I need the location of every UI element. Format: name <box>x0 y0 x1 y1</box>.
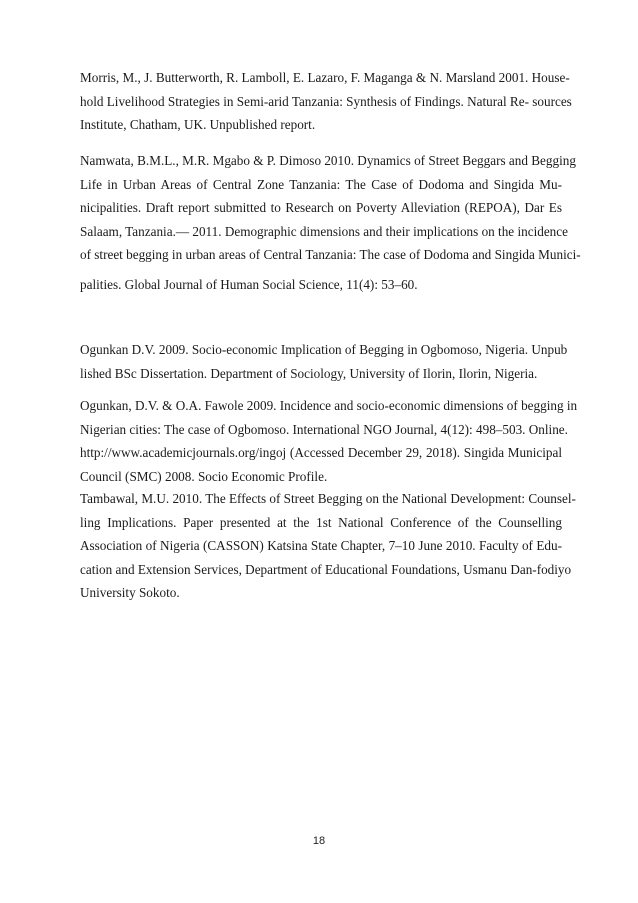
page-number: 18 <box>312 835 326 847</box>
reference-line: ling Implications. Paper presented at the 1st National Conference of the Counselling <box>80 514 562 530</box>
reference-tambawal <box>80 487 576 605</box>
reference-line: Salaam, Tanzania.— 2011. Demographic dimensions and their implications on the incidence <box>80 223 568 239</box>
reference-line: of street begging in urban areas of Central Tanzania: The case of Dodoma and Singida Munici- <box>80 247 581 262</box>
reference-line: University Sokoto. <box>80 585 180 600</box>
reference-ogunkan-fawole <box>80 394 578 488</box>
reference-line: http://www.academicjournals.org/ingoj (Accessed December 29, 2018). Singida Municipal <box>80 445 562 460</box>
reference-morris <box>80 66 572 137</box>
reference-line: palities. Global Journal of Human Social Science, 11(4): 53–60. <box>80 276 418 292</box>
reference-line: Morris, M., J. Butterworth, R. Lamboll, E. Lazaro, F. Maganga & N. Marsland 2001. House- <box>80 70 570 85</box>
reference-ogunkan-2009 <box>80 338 568 385</box>
reference-namwata <box>80 149 581 296</box>
reference-line: Council (SMC) 2008. Socio Economic Profile. <box>80 468 328 484</box>
reference-line: nicipalities. Draft report submitted to Research on Poverty Alleviation (REPOA), Dar Es <box>80 200 562 215</box>
reference-line: Institute, Chatham, UK. Unpublished report. <box>80 117 316 132</box>
reference-line: Nigerian cities: The case of Ogbomoso. International NGO Journal, 4(12): 498–503. Online. <box>80 421 568 437</box>
reference-line: Ogunkan, D.V. & O.A. Fawole 2009. Incidence and socio-economic dimensions of begging in <box>80 398 578 413</box>
reference-line: hold Livelihood Strategies in Semi-arid Tanzania: Synthesis of Findings. Natural Re- sources <box>80 93 572 109</box>
reference-line: lished BSc Dissertation. Department of Sociology, University of Ilorin, Ilorin, Nigeria. <box>80 365 538 381</box>
reference-line: Life in Urban Areas of Central Zone Tanzania: The Case of Dodoma and Singida Mu- <box>80 176 562 192</box>
reference-line: Namwata, B.M.L., M.R. Mgabo & P. Dimoso 2010. Dynamics of Street Beggars and Begging <box>80 153 576 168</box>
reference-line: cation and Extension Services, Department of Educational Foundations, Usmanu Dan-fodiyo <box>80 561 572 577</box>
reference-line: Association of Nigeria (CASSON) Katsina State Chapter, 7–10 June 2010. Faculty of Edu- <box>80 538 562 553</box>
reference-line: Tambawal, M.U. 2010. The Effects of Street Begging on the National Development: Counsel- <box>80 491 576 506</box>
reference-line: Ogunkan D.V. 2009. Socio-economic Implication of Begging in Ogbomoso, Nigeria. Unpub <box>80 342 568 357</box>
